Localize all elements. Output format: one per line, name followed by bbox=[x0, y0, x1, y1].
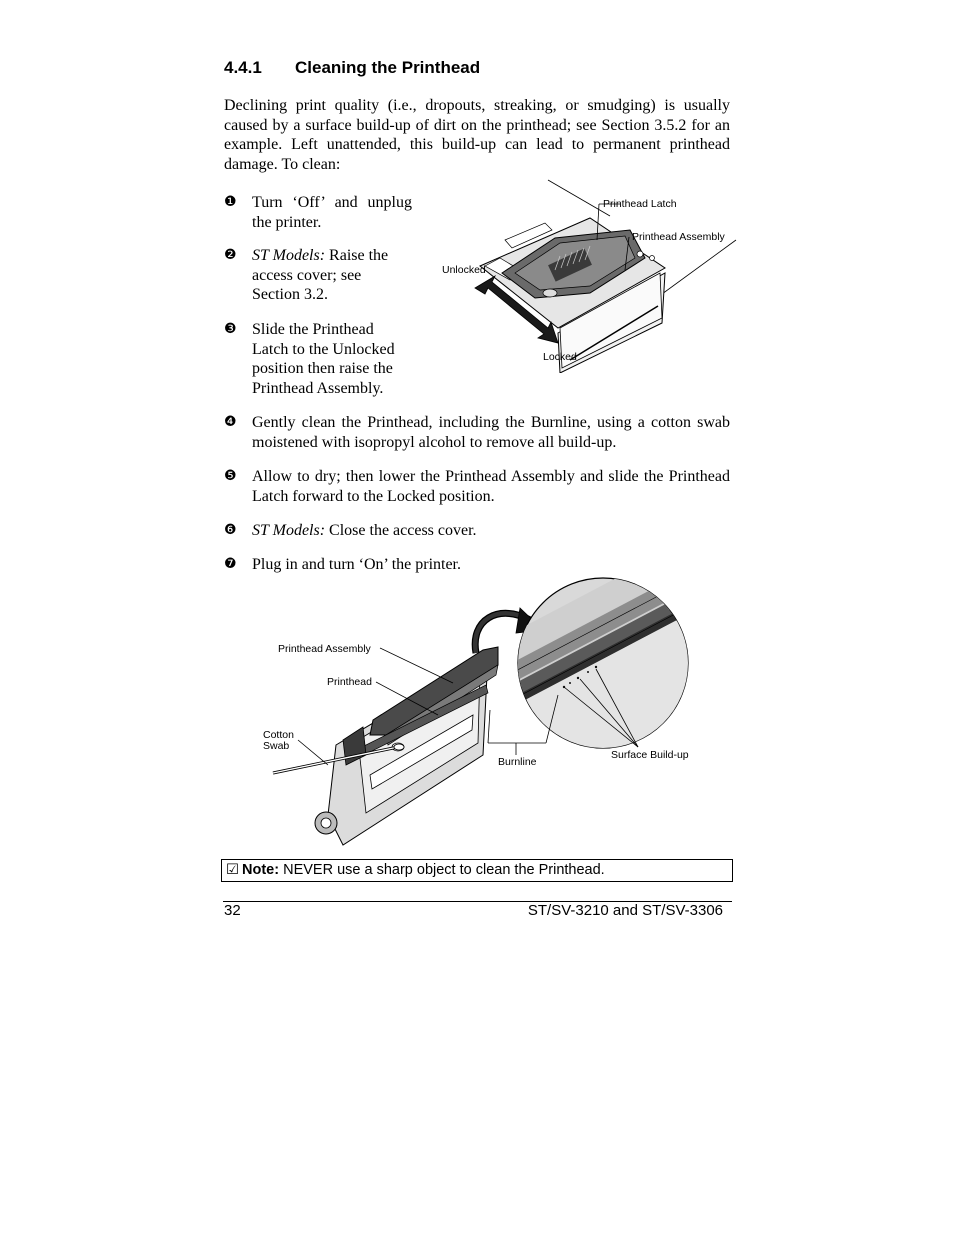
step-text: ST Models: Raise the access cover; see Section 3.2. bbox=[252, 247, 389, 304]
label-unlocked: Unlocked bbox=[442, 264, 486, 276]
step-text: Turn ‘Off’ and unplug the printer. bbox=[252, 194, 412, 231]
step-bullet-icon: ❸ bbox=[224, 321, 237, 337]
intro-paragraph: Declining print quality (i.e., dropouts, streaking, or smudging) is usually caused by a surface build-up of dirt on the printhead; see Section 3.5.2 for an example. Left unattended, this build-up can lead to permanent printhead damage. To clean: bbox=[224, 97, 730, 174]
label-burnline: Burnline bbox=[498, 756, 537, 768]
step-text: Gently clean the Printhead, including the Burnline, using a cotton swab moistened with isopropyl alcohol to remove all build-up. bbox=[252, 414, 730, 451]
step-bullet-icon: ❷ bbox=[224, 247, 237, 263]
label-surface-buildup: Surface Build-up bbox=[611, 749, 689, 761]
step-bullet-icon: ❼ bbox=[224, 556, 237, 572]
label-cotton: Cotton bbox=[263, 729, 294, 741]
step-text: Slide the Printhead Latch to the Unlocked position then raise the Printhead Assembly. bbox=[252, 321, 395, 398]
label-printhead: Printhead bbox=[327, 676, 372, 688]
page-number: 32 bbox=[224, 902, 241, 919]
step-bullet-icon: ❹ bbox=[224, 414, 237, 430]
label-swab: Swab bbox=[263, 740, 290, 752]
label-printhead-latch: Printhead Latch bbox=[603, 198, 677, 210]
note-box bbox=[221, 859, 733, 882]
step-bullet-icon: ❻ bbox=[224, 522, 237, 538]
printhead-cleaning-figure bbox=[258, 575, 698, 855]
step-text: ST Models: Close the access cover. bbox=[252, 522, 477, 539]
checkbox-icon: ☑ bbox=[226, 862, 239, 878]
label-printhead-assembly-2: Printhead Assembly bbox=[278, 643, 371, 655]
footer-model: ST/SV-3210 and ST/SV-3306 bbox=[527, 902, 723, 919]
step-bullet-icon: ❶ bbox=[224, 194, 237, 210]
section-number: 4.4.1 bbox=[224, 58, 262, 77]
section-title: Cleaning the Printhead bbox=[295, 58, 481, 77]
note-label: Note: bbox=[242, 862, 280, 878]
step-bullet-icon: ❺ bbox=[224, 468, 237, 484]
section-heading bbox=[224, 58, 480, 78]
label-locked: Locked bbox=[543, 351, 577, 363]
note-text: NEVER use a sharp object to clean the Printhead. bbox=[283, 862, 605, 878]
label-printhead-assembly: Printhead Assembly bbox=[632, 231, 725, 243]
step-text: Plug in and turn ‘On’ the printer. bbox=[252, 556, 461, 573]
step-text: Allow to dry; then lower the Printhead Assembly and slide the Printhead Latch forward to the Locked position. bbox=[252, 468, 730, 505]
